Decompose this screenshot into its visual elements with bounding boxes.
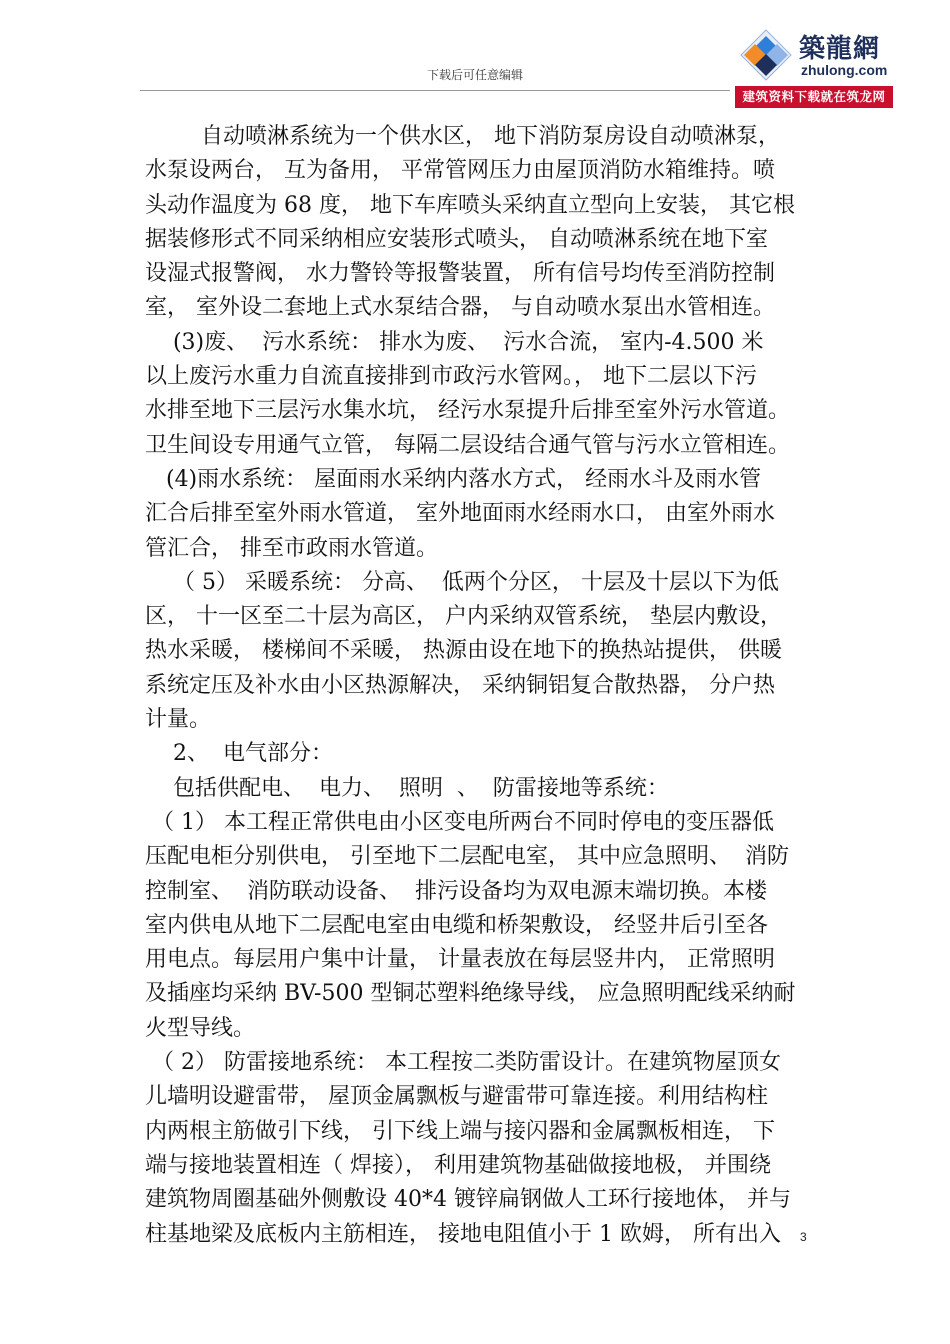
text-line: (3)废、 污水系统： 排水为废、 污水合流， 室内-4.500 米	[145, 329, 764, 355]
text-line: 2、 电气部分：	[145, 741, 333, 767]
header-note: 下载后可任意编辑	[426, 68, 523, 82]
text-line: 及插座均采纳 BV-500 型铜芯塑料绝缘导线， 应急照明配线采纳耐	[145, 981, 796, 1007]
page-number: 3	[800, 1230, 807, 1244]
header-rule	[140, 90, 730, 91]
text-line: 设湿式报警阀， 水力警铃等报警装置， 所有信号均传至消防控制	[145, 261, 775, 287]
text-line: （ 1） 本工程正常供电由小区变电所两台不同时停电的变压器低	[145, 809, 774, 835]
text-line: 水排至地下三层污水集水坑， 经污水泵提升后排至室外污水管道。	[145, 398, 790, 424]
text-line: 汇合后排至室外雨水管道， 室外地面雨水经雨水口， 由室外雨水	[145, 501, 775, 527]
text-line: 室， 室外设二套地上式水泵结合器， 与自动喷水泵出水管相连。	[145, 295, 775, 321]
text-line: 管汇合， 排至市政雨水管道。	[145, 535, 438, 561]
text-line: 据装修形式不同采纳相应安装形式喷头， 自动喷淋系统在地下室	[145, 226, 768, 252]
logo-site: zhulong.com	[801, 62, 888, 78]
text-line: 以上废污水重力自流直接排到市政污水管网。， 地下二层以下污	[145, 364, 757, 390]
text-line: 包括供配电、 电力、 照明 、 防雷接地等系统：	[145, 775, 669, 801]
text-line: 内两根主筋做引下线， 引下线上端与接闪器和金属飘板相连， 下	[145, 1118, 775, 1144]
text-line: 热水采暖， 楼梯间不采暖， 热源由设在地下的换热站提供， 供暖	[145, 638, 782, 664]
logo-banner: 建筑资料下载就在筑龙网	[735, 86, 893, 108]
text-line: 水泵设两台， 互为备用， 平常管网压力由屋顶消防水箱维持。喷	[145, 158, 775, 184]
logo-name: 築龍網	[799, 34, 881, 64]
text-line: 火型导线。	[145, 1015, 256, 1041]
text-line: 系统定压及补水由小区热源解决， 采纳铜铝复合散热器， 分户热	[145, 672, 775, 698]
text-line: （ 5） 采暖系统： 分高、 低两个分区， 十层及十层以下为低	[145, 569, 779, 595]
text-line: 自动喷淋系统为一个供水区， 地下消防泵房设自动喷淋泵，	[145, 124, 780, 149]
zhulong-logo	[735, 22, 893, 108]
text-line: 端与接地装置相连（ 焊接）， 利用建筑物基础做接地极， 并围绕	[145, 1152, 771, 1178]
text-line: 压配电柜分别供电， 引至地下二层配电室， 其中应急照明、 消防	[145, 844, 789, 870]
text-line: 用电点。每层用户集中计量， 计量表放在每层竖井内， 正常照明	[145, 947, 775, 973]
text-line: 头动作温度为 68 度， 地下车库喷头采纳直立型向上安装， 其它根	[145, 192, 795, 218]
text-line: 控制室、 消防联动设备、 排污设备均为双电源末端切换。本楼	[145, 878, 767, 904]
text-line: 儿墙明设避雷带， 屋顶金属飘板与避雷带可靠连接。利用结构柱	[145, 1084, 768, 1110]
text-line: 计量。	[145, 707, 212, 733]
text-line: 区， 十一区至二十层为高区， 户内采纳双管系统， 垫层内敷设，	[145, 604, 782, 630]
text-line: (4)雨水系统： 屋面雨水采纳内落水方式， 经雨水斗及雨水管	[145, 466, 762, 492]
text-line: 卫生间设专用通气立管， 每隔二层设结合通气管与污水立管相连。	[145, 432, 790, 458]
text-line: （ 2） 防雷接地系统： 本工程按二类防雷设计。在建筑物屋顶女	[145, 1050, 781, 1076]
text-line: 室内供电从地下二层配电室由电缆和桥架敷设， 经竖井后引至各	[145, 912, 768, 938]
logo-mark-icon	[739, 28, 793, 82]
text-line: 柱基地梁及底板内主筋相连， 接地电阻值小于 1 欧姆， 所有出入	[145, 1221, 781, 1247]
document-body	[145, 120, 810, 1252]
text-line: 建筑物周圈基础外侧敷设 40*4 镀锌扁钢做人工环行接地体， 并与	[145, 1187, 791, 1213]
